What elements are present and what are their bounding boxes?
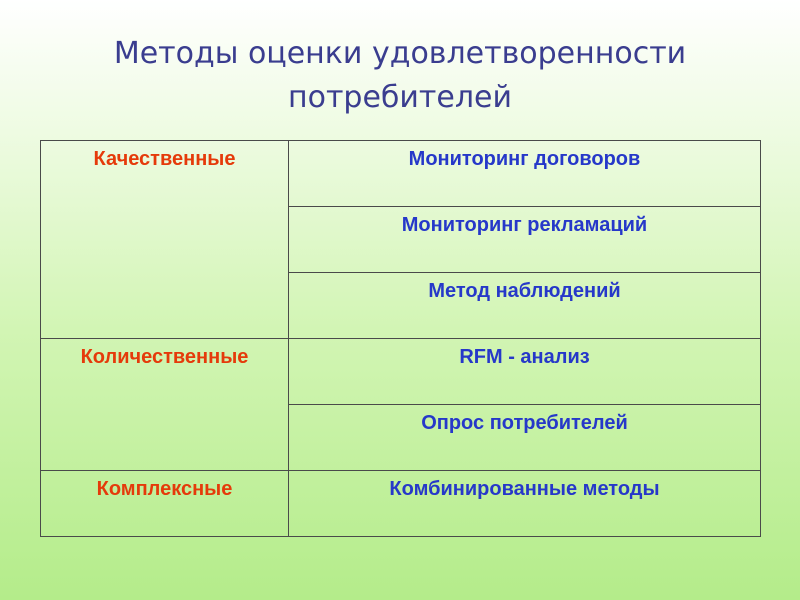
- methods-table: [40, 140, 761, 537]
- method-cell: RFM - анализ: [289, 339, 761, 405]
- category-cell-quantitative: Количественные: [41, 339, 289, 471]
- method-cell: Метод наблюдений: [289, 273, 761, 339]
- method-cell: Опрос потребителей: [289, 405, 761, 471]
- slide-title-line-1: Методы оценки удовлетворенности: [113, 36, 687, 71]
- table-row: [41, 471, 761, 537]
- table-row: [41, 141, 761, 207]
- table-row: [41, 339, 761, 405]
- category-cell-complex: Комплексные: [41, 471, 289, 537]
- method-cell: Мониторинг договоров: [289, 141, 761, 207]
- category-cell-qualitative: Качественные: [41, 141, 289, 339]
- method-cell: Мониторинг рекламаций: [289, 207, 761, 273]
- method-cell: Комбинированные методы: [289, 471, 761, 537]
- slide-title: [0, 32, 800, 120]
- slide-title-line-2: потребителей: [287, 80, 512, 115]
